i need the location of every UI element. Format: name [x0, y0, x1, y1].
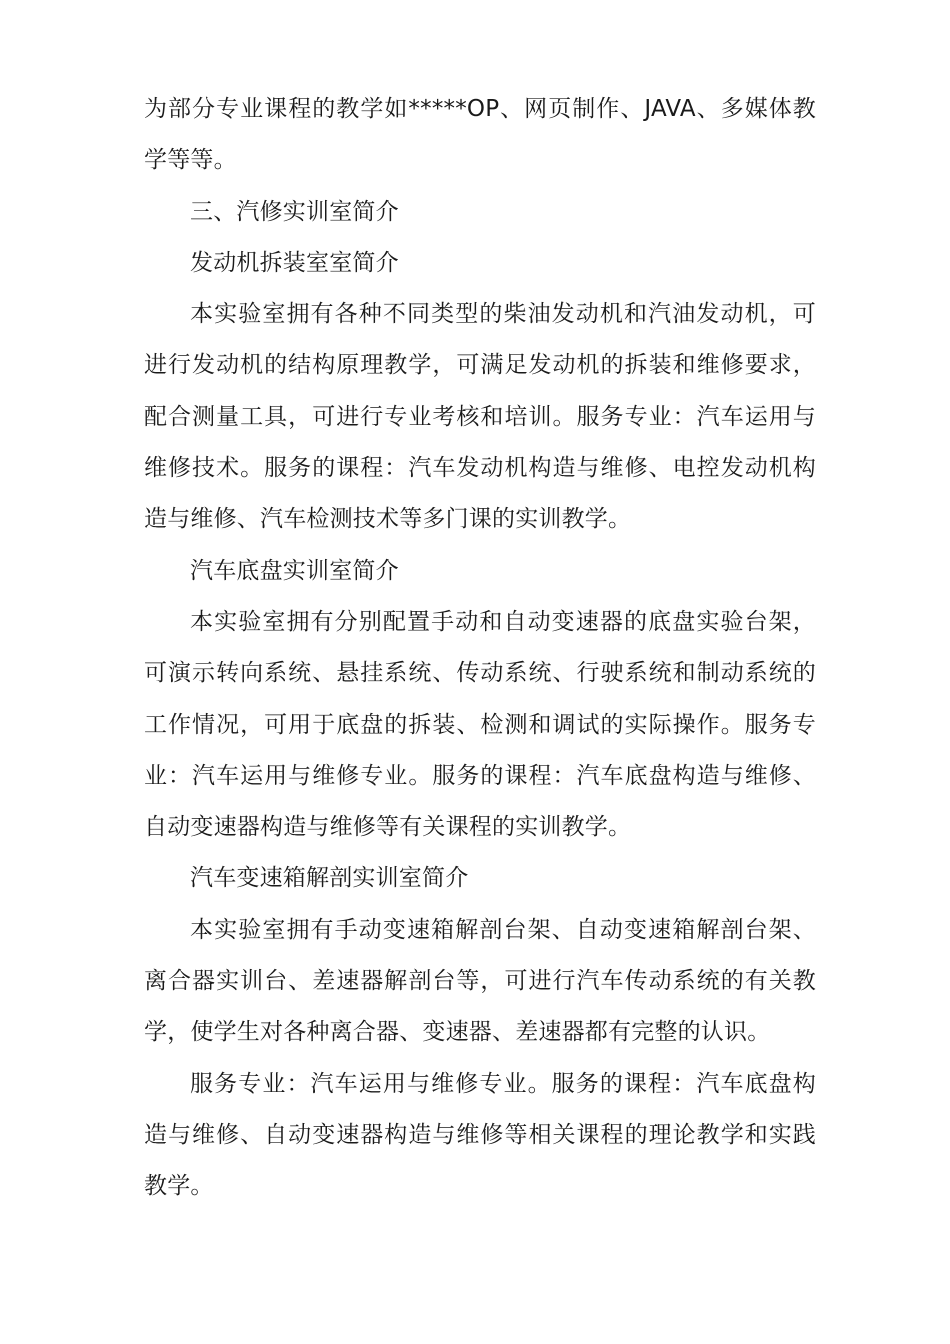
subheading-engine-lab: 发动机拆装室室简介 [190, 249, 399, 276]
subheading-chassis-lab: 汽车底盘实训室简介 [190, 557, 399, 584]
section-heading-auto-repair-lab: 三、汽修实训室简介 [190, 198, 399, 225]
paragraph-engine-lab: 本实验室拥有各种不同类型的柴油发动机和汽油发动机，可进行发动机的结构原理教学，可满足发动机的拆装和维修要求，配合测量工具，可进行专业考核和培训。服务专业：汽车运用与维修技术。服务的课程：汽车发动机构造与维修、电控发动机构造与维修、汽车检测技术等多门课的实训教学。 [144, 301, 816, 533]
document-body [144, 84, 816, 1213]
paragraph-chassis-lab: 本实验室拥有分别配置手动和自动变速器的底盘实验台架，可演示转向系统、悬挂系统、传动系统、行驶系统和制动系统的工作情况，可用于底盘的拆装、检测和调试的实际操作。服务专业：汽车运用与维修专业。服务的课程：汽车底盘构造与维修、自动变速器构造与维修等有关课程的实训教学。 [144, 608, 816, 841]
subheading-gearbox-lab: 汽车变速箱解剖实训室简介 [190, 865, 469, 892]
paragraph-gearbox-service: 服务专业：汽车运用与维修专业。服务的课程：汽车底盘构造与维修、自动变速器构造与维修等相关课程的理论教学和实践教学。 [144, 1070, 816, 1200]
paragraph-gearbox-lab: 本实验室拥有手动变速箱解剖台架、自动变速箱解剖台架、离合器实训台、差速器解剖台等，可进行汽车传动系统的有关教学，使学生对各种离合器、变速器、差速器都有完整的认识。 [144, 916, 816, 1046]
paragraph-continuation: 为部分专业课程的教学如*****OP、网页制作、JAVA、多媒体教学等等。 [144, 96, 816, 174]
